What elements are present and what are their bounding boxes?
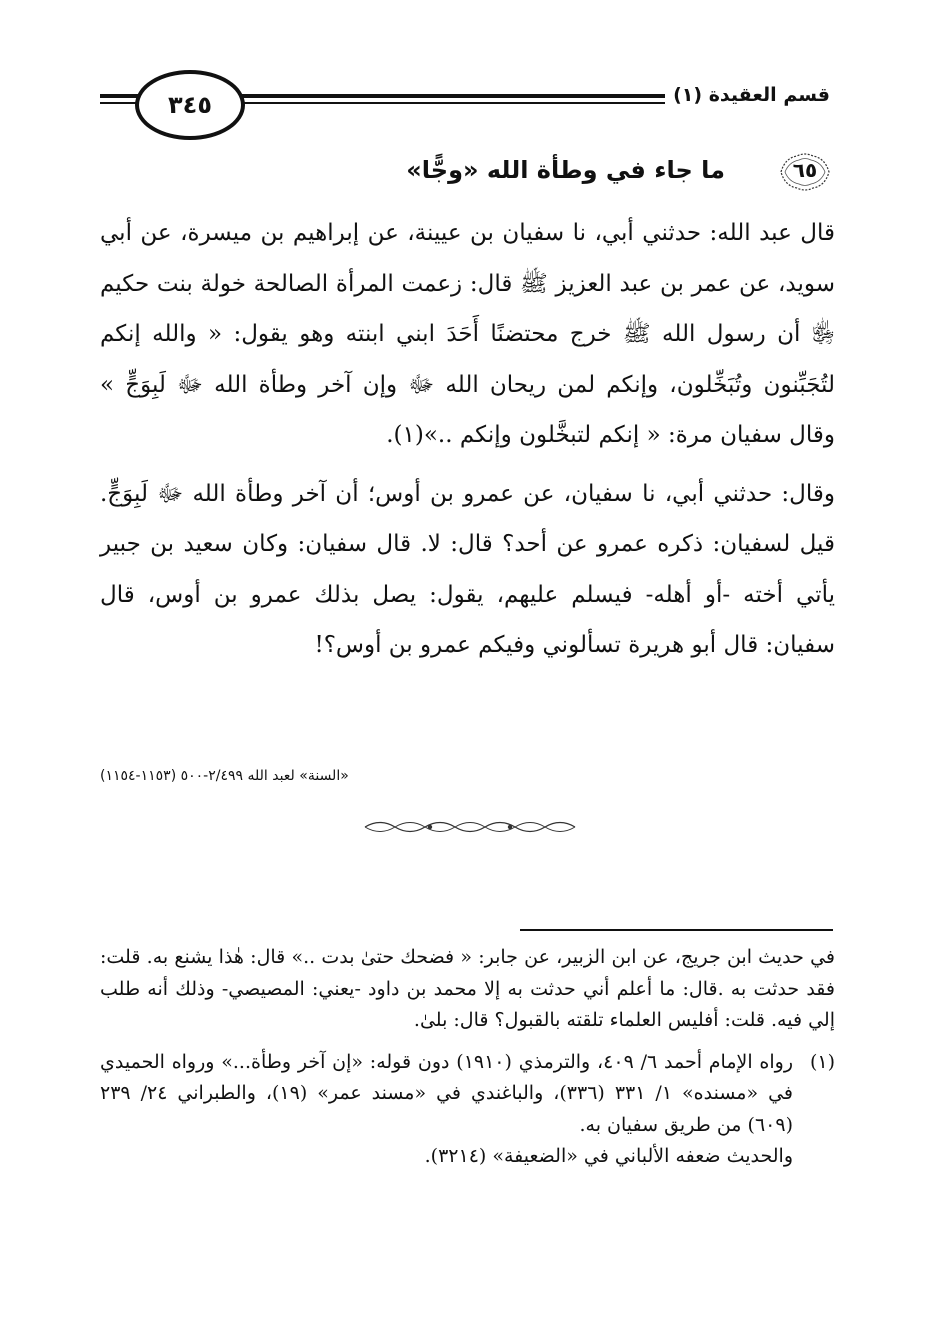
divider-ornament-icon (360, 816, 580, 838)
footnote-marker: (١) (809, 1050, 835, 1073)
source-citation: «السنة» لعبد الله ٢/٤٩٩-٥٠٠ (١١٥٣-١١٥٤) (100, 768, 349, 784)
footnote-text: رواه الإمام أحمد ٦/ ٤٠٩، والترمذي (١٩١٠) دون قوله: «إن آخر وطأة...» ورواه الحميدي في «مسنده» ١/ ٣٣١ (٣٣٦)، والباغندي في «مسند عمر» (١٩)، والطبراني ٢٤/ ٢٣٩ (٦٠٩) من طريق سفيان به. (100, 1050, 794, 1136)
page-number: ٣٤٥ (168, 91, 212, 119)
footnote-text: والحديث ضعفه الألباني في «الضعيفة» (٣٢١٤). (424, 1145, 793, 1167)
main-text (100, 208, 835, 679)
page-number-badge (135, 70, 245, 140)
section-title: ما جاء في وطأة الله «وجًّا» (406, 156, 725, 184)
paragraph: قال عبد الله: حدثني أبي، نا سفيان بن عيينة، عن إبراهيم بن ميسرة، عن أبي سويد، عن عمر بن عبد العزيز ﷺ قال: زعمت المرأة الصالحة خولة بنت حكيم ﵂ أن رسول الله ﷺ خرج محتضنًا أَحَدَ ابني ابنته وهو يقول: « والله إنكم لتُجَبِّنون وتُبَخِّلون، وإنكم لمن ريحان الله ﷻ وإن آخر وطأة الله ﷻ لَبِوَجٍّ » وقال سفيان مرة: « إنكم لتبخَّلون وإنكم ..»(١). (100, 220, 835, 448)
footnote-separator (520, 929, 833, 931)
section-heading (100, 150, 835, 200)
page-header (100, 60, 830, 140)
footnotes (100, 942, 835, 1173)
running-title: قسم العقيدة (١) (665, 84, 830, 106)
footnote-1 (100, 1047, 835, 1173)
footnote-continuation: في حديث ابن جريج، عن ابن الزبير، عن جابر: « فضحك حتىٰ بدت ..» قال: هٰذا يشنع به. قلت: فقد حدثت به .قال: ما أعلم أني حدثت به إلا محمد بن داود -يعني: المصيصي- وذلك أنه طلب إلي فيه. قلت: أفليس العلماء تلقته بالقبول؟ قال: بلىٰ. (100, 946, 835, 1031)
section-number: ٦٥ (792, 158, 818, 182)
section-number-badge (775, 152, 835, 192)
paragraph: وقال: حدثني أبي، نا سفيان، عن عمرو بن أوس؛ أن آخر وطأة الله ﷻ لَبِوَجٍّ. قيل لسفيان: ذكره عمرو عن أحد؟ قال: لا. قال سفيان: وكان سعيد بن جبير يأتي أخته -أو أهله- فيسلم عليهم، يقول: يصل بذلك عمرو بن أوس، قال سفيان: قال أبو هريرة تسألوني وفيكم عمرو بن أوس؟! (100, 480, 835, 658)
